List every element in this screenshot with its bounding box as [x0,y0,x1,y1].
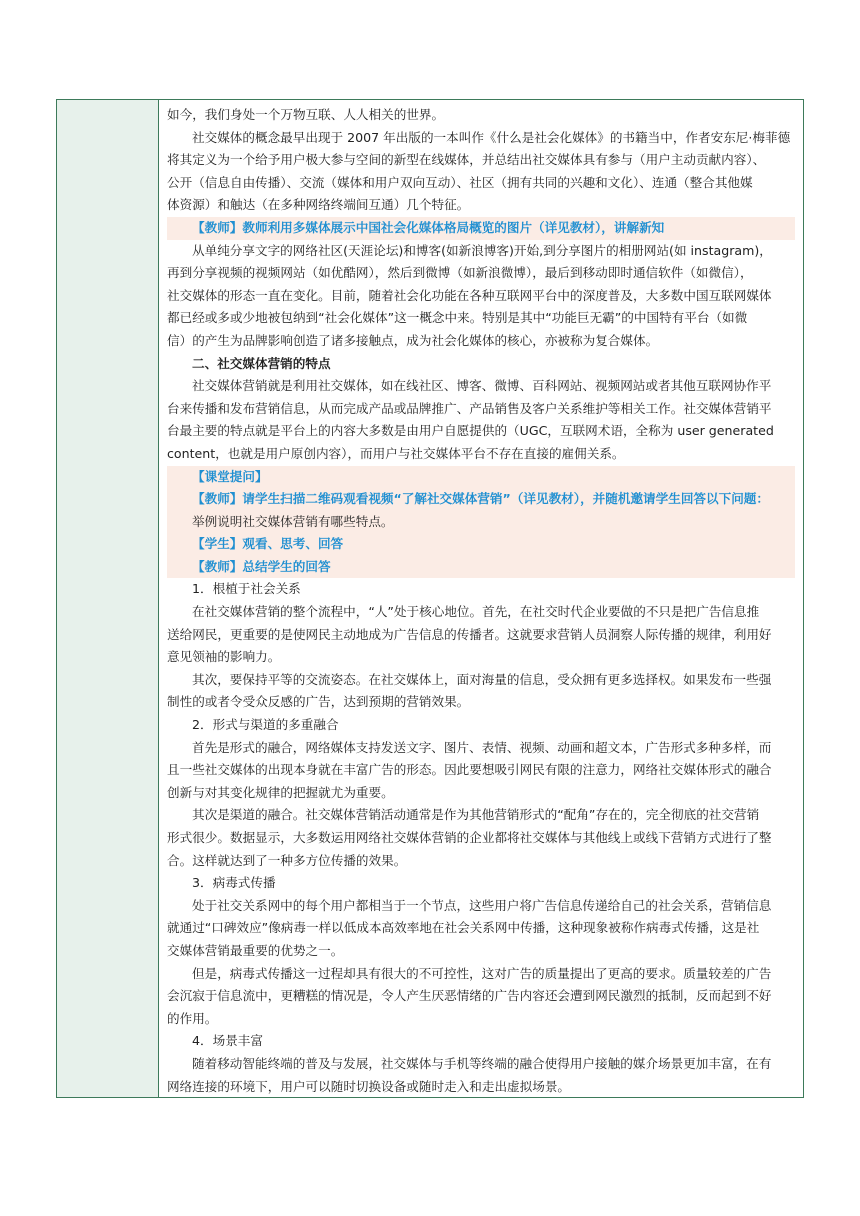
text-line: content，也就是用户原创内容），而用户与社交媒体平台不存在直接的雇佣关系。 [167,445,625,461]
text-line: 其次，要保持平等的交流姿态。在社交媒体上，面对海量的信息，受众拥有更多选择权。如果发布一些强 [192,671,772,687]
text-line: 社交媒体的概念最早出现于 2007 年出版的一本叫作《什么是社会化媒体》的书籍当中，作者安东尼·梅菲德 [192,129,791,145]
text-line: 形式很少。数据显示，大多数运用网络社交媒体营销的企业都将社交媒体与其他线上或线下营销方式进行了整 [167,830,772,845]
text-line: 会沉寂于信息流中，更糟糕的情况是，令人产生厌恶情绪的广告内容还会遭到网民激烈的抵制，反而起到不好 [167,988,772,1004]
text-line: 【教师】教师利用多媒体展示中国社会化媒体格局概览的图片（详见教材），讲解新知 [167,217,795,240]
text-line: 举例说明社交媒体营销有哪些特点。 [167,511,795,534]
lesson-table [56,99,804,1098]
text-line: 1．根植于社会关系 [192,581,301,597]
text-line: 将其定义为一个给予用户极大参与空间的新型在线媒体，并总结出社交媒体具有参与（用户主动贡献内容）、 [167,152,766,168]
text-line: 二、社交媒体营销的特点 [192,355,331,371]
text-line: 社交媒体的形态一直在变化。目前，随着社会化功能在各种互联网平台中的深度普及，大多数中国互联网媒体 [167,287,772,303]
table-content-cell [159,100,803,1097]
text-line: 的作用。 [167,1010,218,1026]
text-line: 在社交媒体营销的整个流程中，“人”处于核心地位。首先，在社交时代企业要做的不只是把广告信息推 [192,604,760,620]
text-line: 都已经或多或少地被包纳到“社会化媒体”这一概念中来。特别是其中“功能巨无霸”的中国特有平台（如微 [167,310,748,326]
text-line: 首先是形式的融合，网络媒体支持发送文字、图片、表情、视频、动画和超文本，广告形式多种多样，而 [192,739,772,755]
text-line: 创新与对其变化规律的把握就尤为重要。 [167,784,394,800]
text-line: 社交媒体营销就是利用社交媒体，如在线社区、博客、微博、百科网站、视频网站或者其他互联网协作平 [192,378,772,394]
text-line: 网络连接的环境下，用户可以随时切换设备或随时走入和走出虚拟场景。 [167,1078,570,1094]
text-line: 体资源）和触达（在多种网络终端间互通）几个特征。 [167,197,470,213]
text-line: 【教师】总结学生的回答 [167,556,795,579]
text-line: 【课堂提问】 [167,466,795,489]
text-line: 信）的产生为品牌影响创造了诸多接触点，成为社会化媒体的核心，亦被称为复合媒体。 [167,332,659,348]
text-line: 台最主要的特点就是平台上的内容大多数是由用户自愿提供的（UGC，互联网术语，全称为 user generated [167,423,774,439]
text-line: 台来传播和发布营销信息，从而完成产品或品牌推广、产品销售及客户关系维护等相关工作。社交媒体营销平 [167,400,772,416]
text-line: 但是，病毒式传播这一过程却具有很大的不可控性，这对广告的质量提出了更高的要求。质量较差的广告 [192,965,772,981]
text-line: 随着移动智能终端的普及与发展，社交媒体与手机等终端的融合使得用户接触的媒介场景更加丰富，在有 [192,1055,772,1071]
text-line: 【学生】观看、思考、回答 [167,533,795,556]
text-line: 意见领袖的影响力。 [167,649,281,665]
text-line: 再到分享视频的视频网站（如优酷网），然后到微博（如新浪微博），最后到移动即时通信软件（如微信）， [167,265,753,281]
text-line: 就通过“口碑效应”像病毒一样以低成本高效率地在社会关系网中传播，这种现象被称作病毒式传播，这是社 [167,920,760,936]
text-line: 4．场景丰富 [192,1033,263,1049]
text-line: 且一些社交媒体的出现本身就在丰富广告的形态。因此要想吸引网民有限的注意力，网络社交媒体形式的融合 [167,762,772,778]
text-line: 其次是渠道的融合。社交媒体营销活动通常是作为其他营销形式的“配角”存在的，完全彻底的社交营销 [192,807,760,823]
text-line: 【教师】请学生扫描二维码观看视频“了解社交媒体营销”（详见教材），并随机邀请学生回答以下问题： [167,488,795,511]
table-label-cell [57,100,159,1097]
text-line: 合。这样就达到了一种多方位传播的效果。 [167,852,407,868]
text-line: 公开（信息自由传播）、交流（媒体和用户双向互动）、社区（拥有共同的兴趣和文化）、连通（整合其他媒 [167,174,753,190]
text-line: 送给网民，更重要的是使网民主动地成为广告信息的传播者。这就要求营销人员洞察人际传播的规律，利用好 [167,626,772,642]
text-line: 2．形式与渠道的多重融合 [192,717,339,733]
text-line: 3．病毒式传播 [192,875,276,891]
text-line: 交媒体营销最重要的优势之一。 [167,942,344,958]
text-line: 如今，我们身处一个万物互联、人人相关的世界。 [167,107,445,122]
text-line: 处于社交关系网中的每个用户都相当于一个节点，这些用户将广告信息传递给自己的社会关系，营销信息 [192,897,772,913]
text-line: 制性的或者令受众反感的广告，达到预期的营销效果。 [167,694,470,710]
text-line: 从单纯分享文字的网络社区(天涯论坛)和博客(如新浪博客)开始,到分享图片的相册网站(如 instagram)， [192,242,772,258]
